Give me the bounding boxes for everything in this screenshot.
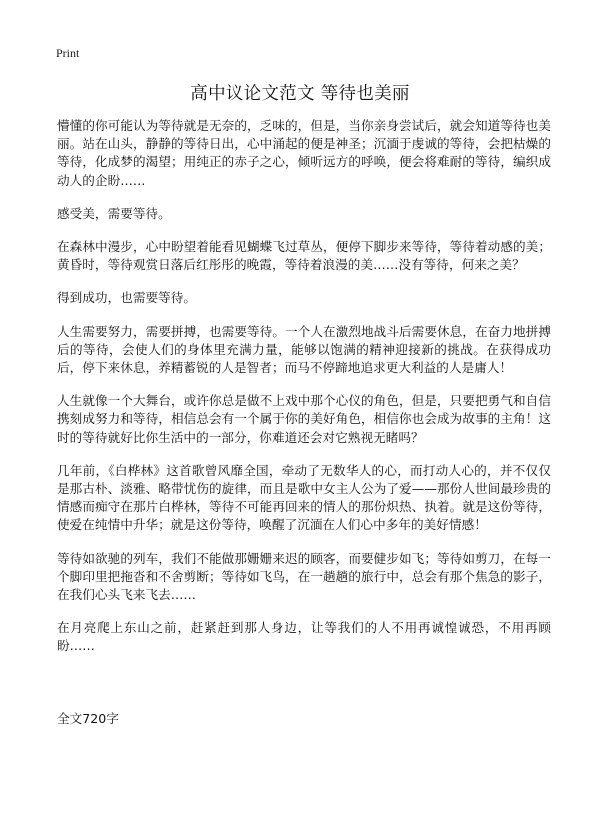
paragraph: 几年前，《白桦林》这首歌曾风靡全国，牵动了无数华人的心，而打动人心的，并不仅仅是那古朴、淡雅、略带忧伤的旋律，而且是歌中女主人公为了爱——那份人世间最珍贵的情感而痴守在那片白桦林，等待不可能再回来的情人的那份炽热、执着。就是这份等待，使爱在纯情中升华；就是这份等待，唤醒了沉湎在人们心中多年的美好情感！ xyxy=(57,462,551,533)
paragraph: 感受美，需要等待。 xyxy=(57,205,171,221)
article-body xyxy=(57,117,551,671)
paragraph: 在森林中漫步，心中盼望着能看见蝴蝶飞过草丛，便停下脚步来等待，等待着动感的美；黄昏时，等待观赏日落后红彤彤的晚霞，等待着浪漫的美……没有等待，何来之美？ xyxy=(57,239,551,273)
word-count: 全文720字 xyxy=(57,711,119,726)
page-title: 高中议论文范文 等待也美丽 xyxy=(190,84,410,104)
paragraph: 懵懂的你可能认为等待就是无奈的，乏味的，但是，当你亲身尝试后，就会知道等待也美丽。站在山头，静静的等待日出，心中涌起的便是神圣；沉湎于虔诚的等待，会把枯燥的等待，化成梦的渴望；用纯正的赤子之心，倾听远方的呼唤，便会将难耐的等待，编织成动人的企盼…… xyxy=(57,118,551,188)
print-link[interactable]: Print xyxy=(56,46,80,60)
paragraph: 人生就像一个大舞台，或许你总是做不上戏中那个心仪的角色，但是，只要把勇气和自信携刻成努力和等待，相信总会有一个属于你的美好角色，相信你也会成为故事的主角！这时的等待就好比你生活中的一部分，你难道还会对它熟视无睹吗？ xyxy=(57,393,551,445)
paragraph: 在月亮爬上东山之前，赶紧赶到那人身边，让等我们的人不用再诚惶诚恐，不用再顾盼…… xyxy=(57,620,551,654)
paragraph: 得到成功，也需要等待。 xyxy=(57,290,197,306)
paragraph: 人生需要努力，需要拼搏，也需要等待。一个人在激烈地战斗后需要休息，在奋力地拼搏后的等待，会使人们的身体里充满力量，能够以饱满的精神迎接新的挑战。在获得成功后，停下来休息，养精蓄锐的人是智者；而马不停蹄地追求更大利益的人是庸人！ xyxy=(57,323,551,376)
paragraph: 等待如欲驰的列车，我们不能做那姗姗来迟的顾客，而要健步如飞；等待如剪刀，在每一个脚印里把拖沓和不舍剪断；等待如飞鸟，在一趟趟的旅行中，总会有那个焦急的影子，在我们心头飞来飞去…… xyxy=(57,550,551,603)
